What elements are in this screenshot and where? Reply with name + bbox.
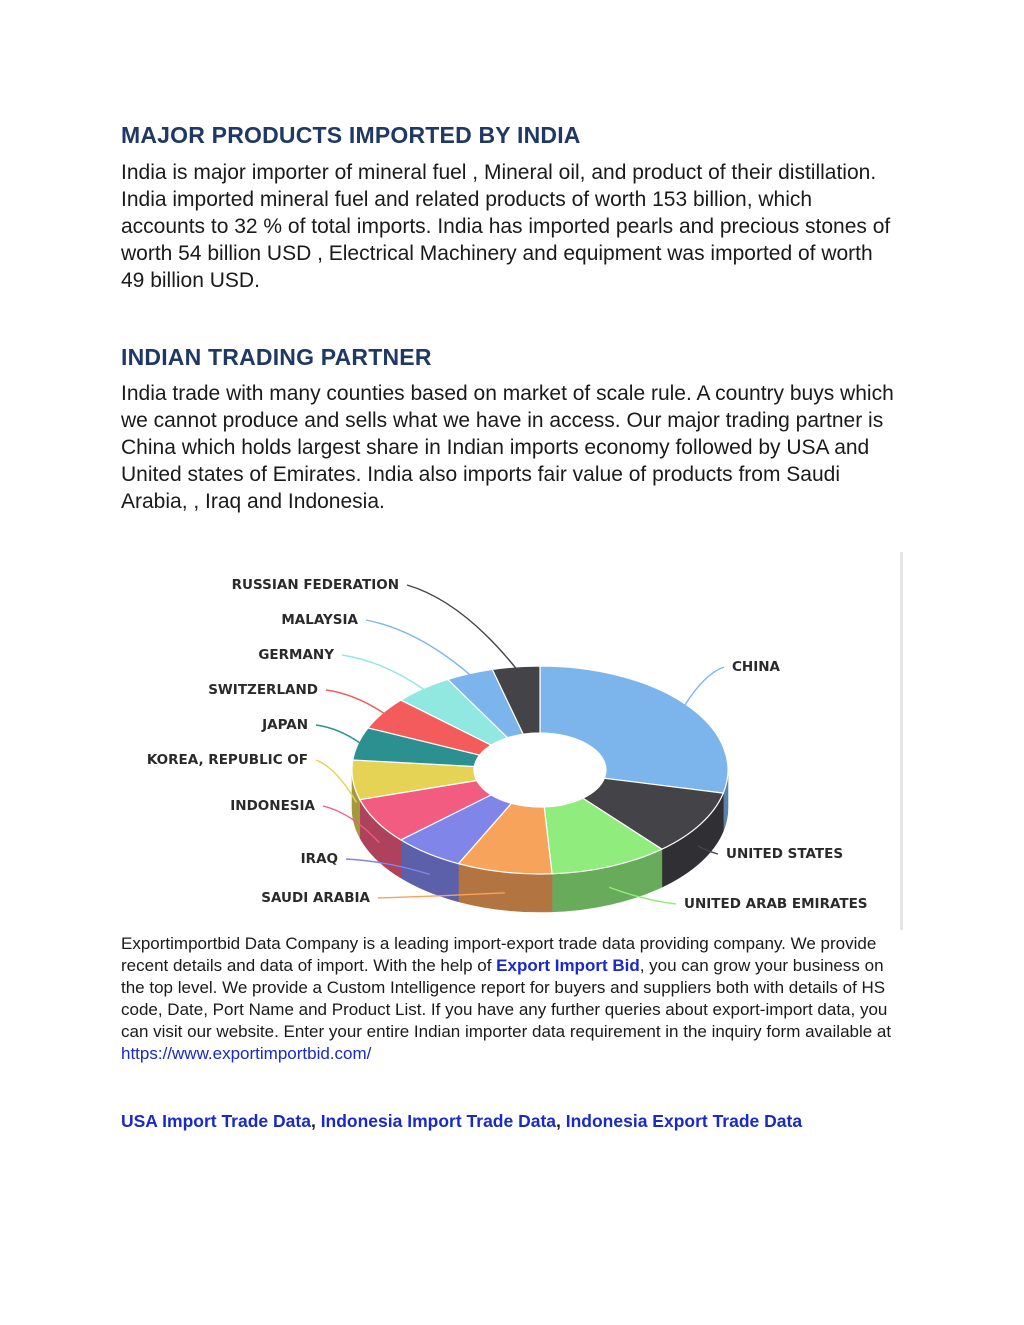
leader-line-6 bbox=[316, 760, 357, 803]
leader-line-0 bbox=[684, 667, 724, 706]
slice-label-9: GERMANY bbox=[258, 647, 334, 663]
indonesia-export-trade-data-link[interactable]: Indonesia Export Trade Data bbox=[565, 1111, 803, 1131]
link-separator: , bbox=[556, 1111, 566, 1131]
link-separator: , bbox=[310, 1111, 321, 1131]
slice-label-4: IRAQ bbox=[300, 851, 338, 867]
indonesia-import-trade-data-link[interactable]: Indonesia Import Trade Data bbox=[320, 1111, 557, 1131]
slice-label-11: RUSSIAN FEDERATION bbox=[231, 577, 399, 593]
trading-partners-chart bbox=[120, 550, 905, 932]
section-title-major-products: MAJOR PRODUCTS IMPORTED BY INDIA bbox=[121, 122, 581, 148]
slice-label-2: UNITED ARAB EMIRATES bbox=[684, 896, 868, 912]
slice-label-3: SAUDI ARABIA bbox=[261, 890, 370, 906]
chart-border-line bbox=[900, 552, 903, 930]
slice-label-6: KOREA, REPUBLIC OF bbox=[146, 752, 308, 768]
export-import-bid-link[interactable]: Export Import Bid bbox=[496, 956, 640, 975]
slice-label-5: INDONESIA bbox=[230, 798, 315, 814]
section-title-trading-partner: INDIAN TRADING PARTNER bbox=[121, 344, 432, 370]
company-description-text-2: , you can grow your business on the top level. We provide a Custom Intelligence report for buyers and suppliers both with details of HS code, Date, Port Name and Product List. If you have any further queries about export-import data, you can visit our website. Enter your entire Indian importer data requirement in the inquiry form available at bbox=[121, 956, 892, 1041]
website-url-link[interactable]: https://www.exportimportbid.com/ bbox=[121, 1044, 372, 1063]
related-links-line bbox=[121, 1110, 901, 1133]
major-products-paragraph: India is major importer of mineral fuel , Mineral oil, and product of their distillation. India imported mineral fuel and related products of worth 153 billion, which accounts to 32 % of total imports. India has imported pearls and precious stones of worth 54 billion USD , Electrical Machinery and equipment was imported of worth 49 billion USD. bbox=[121, 161, 891, 292]
trading-partner-paragraph: India trade with many counties based on market of scale rule. A country buys which we cannot produce and sells what we have in access. Our major trading partner is China which holds largest share in Indian imports economy followed by USA and United states of Emirates. India also imports fair value of products from Saudi Arabia, , Iraq and Indonesia. bbox=[121, 382, 894, 513]
leader-line-10 bbox=[366, 620, 471, 676]
leader-line-7 bbox=[316, 725, 362, 744]
slice-label-8: SWITZERLAND bbox=[208, 682, 318, 698]
leader-line-11 bbox=[407, 585, 516, 669]
leader-line-8 bbox=[326, 690, 386, 714]
slice-label-0: CHINA bbox=[732, 659, 780, 675]
slice-label-1: UNITED STATES bbox=[726, 846, 844, 862]
company-description-text-1: Exportimportbid Data Company is a leading import-export trade data providing company. We provide recent details and data of import. With the help of bbox=[121, 934, 877, 975]
slice-label-10: MALAYSIA bbox=[281, 612, 358, 628]
slice-label-7: JAPAN bbox=[262, 717, 308, 733]
company-description-paragraph bbox=[121, 933, 899, 1065]
usa-import-trade-data-link[interactable]: USA Import Trade Data bbox=[121, 1111, 311, 1131]
leader-line-9 bbox=[342, 655, 425, 690]
donut-chart-svg bbox=[120, 550, 905, 932]
